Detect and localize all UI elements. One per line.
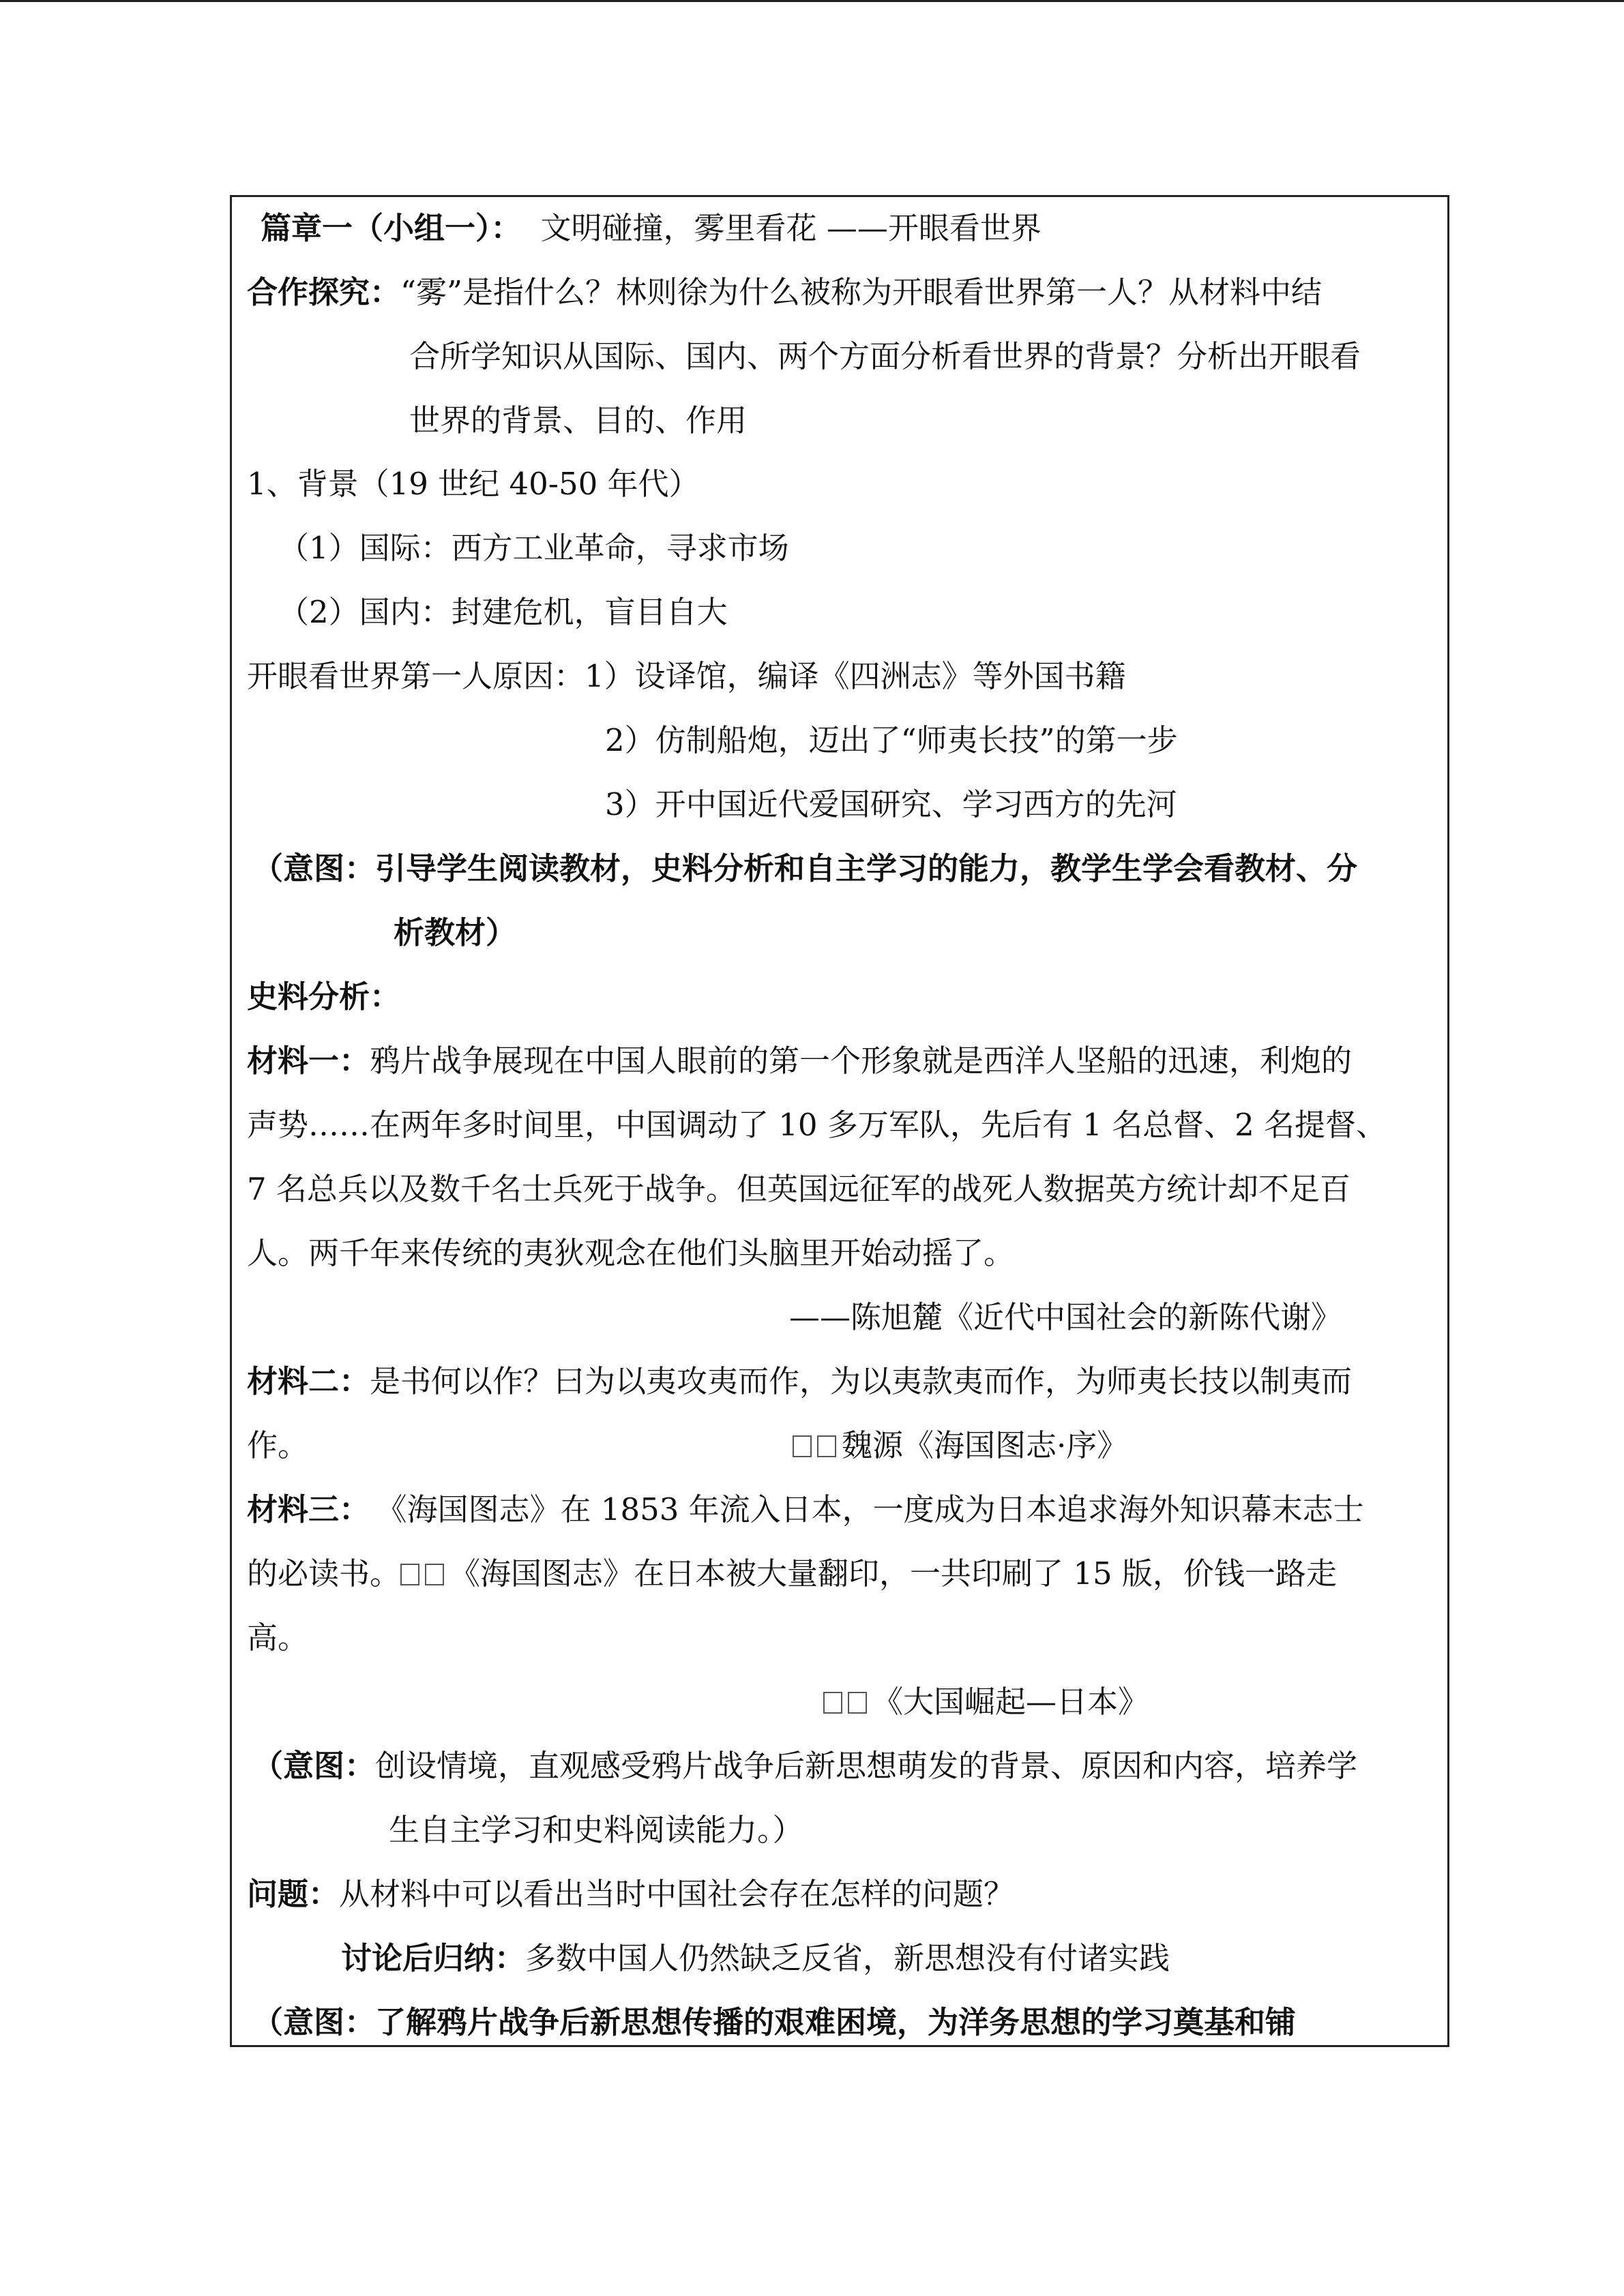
material-1 — [247, 1042, 1352, 1080]
material-3-line-3: 高。 — [247, 1620, 309, 1656]
intent-1-line-1: （意图：引导学生阅读教材，史料分析和自主学习的能力，教学生学会看教材、分 — [252, 850, 1358, 886]
summary-label: 讨论后归纳： — [341, 1940, 526, 1976]
cooperative-line-3: 世界的背景、目的、作用 — [409, 402, 748, 438]
material-2 — [247, 1362, 1352, 1401]
material-3-line-2a: 的必读书。 — [247, 1555, 401, 1592]
question-text: 从材料中可以看出当时中国社会存在怎样的问题？ — [339, 1876, 1015, 1912]
material-1-source: ——陈旭麓《近代中国社会的新陈代谢》 — [789, 1299, 1342, 1335]
section-title-text: 文明碰撞，雾里看花 ——开眼看世界 — [540, 210, 1042, 246]
material-2-line-1: 是书何以作？曰为以夷攻夷而作，为以夷款夷而作，为师夷长技以制夷而 — [370, 1363, 1353, 1399]
blank-box-icon — [793, 1435, 812, 1457]
intent-1-line-2: 析教材） — [394, 914, 517, 951]
cooperative-line-1: “雾”是指什么？林则徐为什么被称为开眼看世界第一人？从材料中结 — [400, 274, 1323, 310]
material-3-line-2b: 《海国图志》在日本被大量翻印，一共印刷了 15 版，价钱一路走 — [449, 1555, 1337, 1592]
discussion-summary — [341, 1939, 1170, 1978]
material-2-source — [793, 1427, 1127, 1465]
material-1-line-2: 声势……在两年多时间里，中国调动了 10 多万军队，先后有 1 名总督、2 名提督、 — [247, 1107, 1387, 1143]
question-label: 问题： — [247, 1876, 340, 1912]
intent-2-label: （意图： — [252, 1748, 376, 1784]
material-3-line-2 — [247, 1555, 1337, 1593]
blank-box-icon — [848, 1692, 867, 1714]
blank-box-icon — [425, 1564, 444, 1585]
material-2-source-text: 魏源《海国图志·序》 — [842, 1427, 1128, 1463]
section-title-label: 篇章一（小组一）： — [261, 210, 522, 246]
material-1-line-4: 人。两千年来传统的夷狄观念在他们头脑里开始动摇了。 — [247, 1235, 1015, 1271]
material-2-label: 材料二： — [247, 1363, 370, 1399]
reason-3: 3）开中国近代爱国研究、学习西方的先河 — [605, 786, 1177, 822]
cooperative-line-2: 合所学知识从国际、国内、两个方面分析看世界的背景？分析出开眼看 — [409, 338, 1361, 374]
summary-text: 多数中国人仍然缺乏反省，新思想没有付诸实践 — [525, 1940, 1170, 1976]
material-3-line-1: 《海国图志》在 1853 年流入日本，一度成为日本追求海外知识幕末志士 — [392, 1491, 1364, 1527]
intent-2 — [252, 1747, 1357, 1785]
material-1-line-1: 鸦片战争展现在中国人眼前的第一个形象就是西洋人坚船的迅速，利炮的 — [370, 1043, 1353, 1079]
background-heading: 1、背景（19 世纪 40-50 年代） — [247, 466, 700, 502]
material-2-line-2: 作。 — [247, 1427, 309, 1463]
page-top-rule — [0, 0, 1624, 2]
reason-2: 2）仿制船炮，迈出了“师夷长技”的第一步 — [605, 722, 1178, 758]
intent-2-line-1: 创设情境，直观感受鸦片战争后新思想萌发的背景、原因和内容，培养学 — [375, 1748, 1358, 1784]
material-3-source — [823, 1683, 1149, 1721]
lesson-plan-table-cell — [230, 195, 1449, 2047]
intent-2-line-2: 生自主学习和史料阅读能力。） — [389, 1812, 803, 1848]
blank-box-icon — [400, 1564, 419, 1585]
material-3 — [247, 1491, 1364, 1529]
blank-box-icon — [823, 1692, 842, 1714]
section-title — [261, 209, 1042, 248]
background-international: （1）国际：西方工业革命，寻求市场 — [278, 530, 789, 566]
material-3-source-text: 《大国崛起—日本》 — [872, 1684, 1149, 1720]
question — [247, 1875, 1014, 1913]
cooperative-label: 合作探究： — [247, 274, 401, 310]
material-3-label: 材料三： — [247, 1491, 370, 1527]
analysis-heading: 史料分析： — [247, 979, 401, 1015]
reasons-lead: 开眼看世界第一人原因：1）设译馆，编译《四洲志》等外国书籍 — [247, 658, 1126, 694]
cooperative-inquiry — [247, 273, 1322, 312]
background-domestic: （2）国内：封建危机，盲目自大 — [278, 594, 728, 630]
material-1-label: 材料一： — [247, 1043, 370, 1079]
material-1-line-3: 7 名总兵以及数千名士兵死于战争。但英国远征军的战死人数据英方统计却不足百 — [247, 1171, 1350, 1207]
blank-box-icon — [817, 1435, 836, 1457]
intent-3-line-1: （意图：了解鸦片战争后新思想传播的艰难困境，为洋务思想的学习奠基和铺 — [252, 2004, 1297, 2040]
